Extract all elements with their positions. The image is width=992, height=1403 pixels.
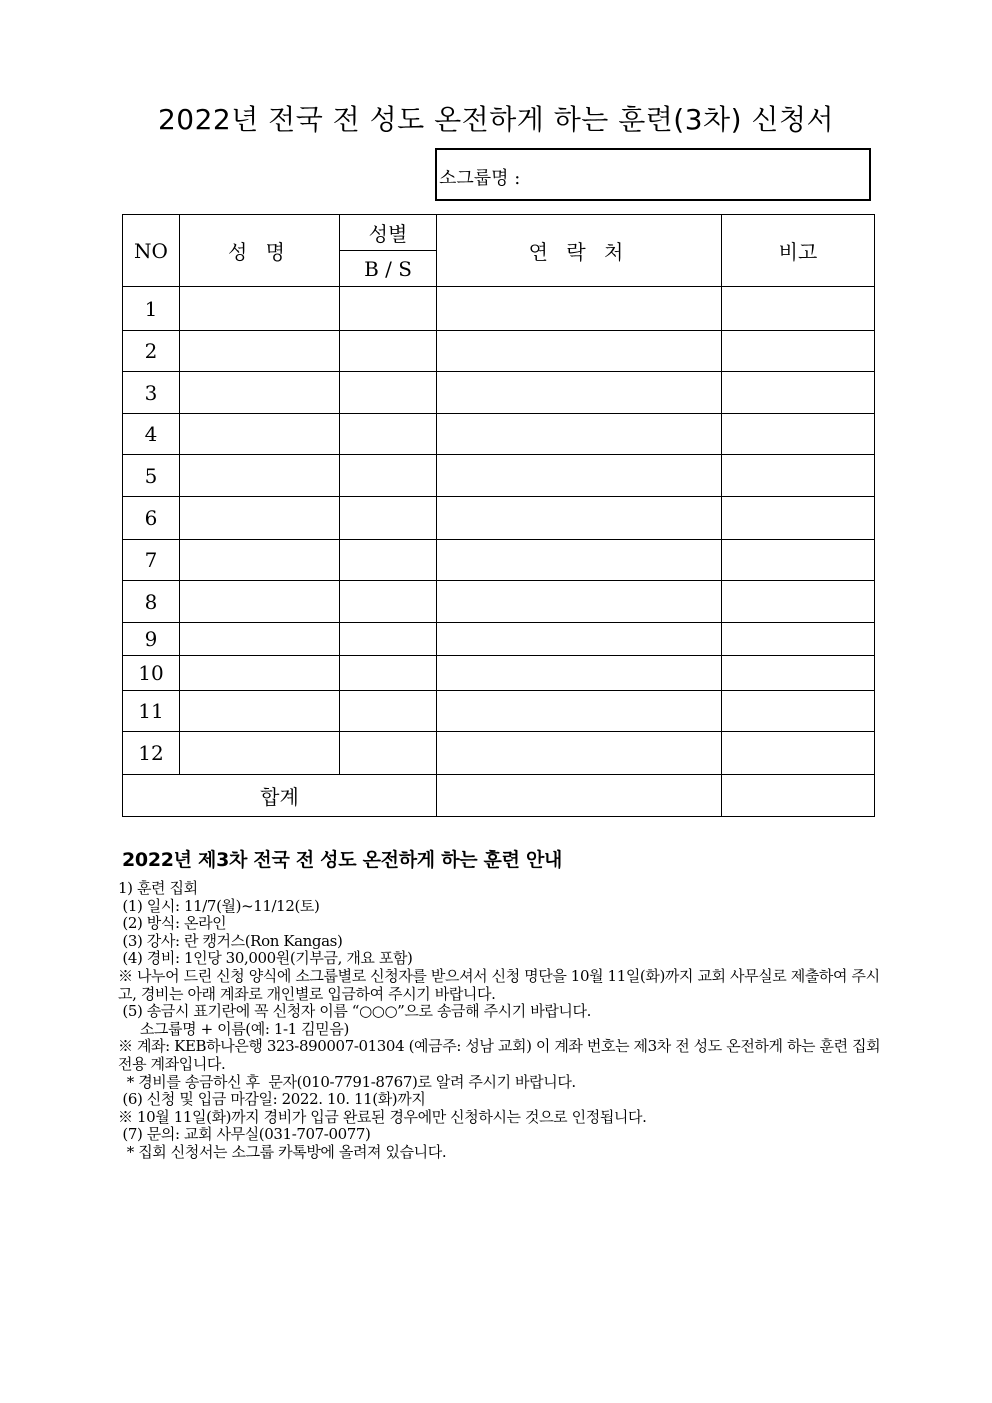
notice-line: ※ 계좌: KEB하나은행 323-890007-01304 (예금주: 성남 교회) 이 계좌 번호는 제3차 전 성도 온전하게 하는 훈련 집회 전용 계좌입니다. [118, 1037, 885, 1073]
notice-line: (7) 문의: 교회 사무실(031-707-0077) [118, 1125, 371, 1144]
notice-line: (5) 송금시 표기란에 꼭 신청자 이름 “○○○”으로 송금해 주시기 바랍니다. [118, 1002, 591, 1021]
name-cell[interactable] [180, 331, 340, 372]
contact-cell[interactable] [437, 455, 722, 497]
row-number: 2 [123, 331, 180, 372]
gender-cell[interactable] [340, 623, 437, 656]
contact-cell[interactable] [437, 656, 722, 691]
row-number: 12 [123, 732, 180, 775]
notice-line: (6) 신청 및 입금 마감일: 2022. 10. 11(화)까지 [118, 1090, 426, 1109]
header-no: NO [123, 215, 180, 287]
row-number: 8 [123, 581, 180, 623]
header-name: 성 명 [180, 215, 340, 287]
gender-cell[interactable] [340, 372, 437, 414]
contact-cell[interactable] [437, 414, 722, 455]
row-number: 7 [123, 540, 180, 581]
notice-body [118, 880, 890, 1162]
note-cell[interactable] [722, 331, 875, 372]
table-row [123, 732, 875, 775]
note-cell[interactable] [722, 540, 875, 581]
gender-cell[interactable] [340, 414, 437, 455]
contact-cell[interactable] [437, 331, 722, 372]
name-cell[interactable] [180, 732, 340, 775]
row-number: 5 [123, 455, 180, 497]
header-gender: 성별 [340, 215, 437, 251]
name-cell[interactable] [180, 497, 340, 540]
name-cell[interactable] [180, 455, 340, 497]
note-cell[interactable] [722, 455, 875, 497]
note-cell[interactable] [722, 623, 875, 656]
note-cell[interactable] [722, 287, 875, 331]
notice-title: 2022년 제3차 전국 전 성도 온전하게 하는 훈련 안내 [122, 849, 563, 871]
notice-line: * 집회 신청서는 소그룹 카톡방에 올려져 있습니다. [118, 1142, 447, 1161]
table-row [123, 623, 875, 656]
notice-line: (3) 강사: 란 캥거스(Ron Kangas) [118, 931, 343, 950]
name-cell[interactable] [180, 656, 340, 691]
table-row [123, 455, 875, 497]
contact-cell[interactable] [437, 732, 722, 775]
notice-line: ※ 나누어 드린 신청 양식에 소그룹별로 신청자를 받으셔서 신청 명단을 10월 11일(화)까지 교회 사무실로 제출하여 주시고, 경비는 아래 계좌로 개인별로 입금하여 주시기 바랍니다. [118, 966, 880, 1003]
table-row [123, 656, 875, 691]
table-row [123, 331, 875, 372]
total-note-cell[interactable] [722, 775, 875, 817]
note-cell[interactable] [722, 732, 875, 775]
name-cell[interactable] [180, 540, 340, 581]
contact-cell[interactable] [437, 623, 722, 656]
application-table [122, 214, 875, 817]
gender-cell[interactable] [340, 732, 437, 775]
table-row [123, 372, 875, 414]
row-number: 4 [123, 414, 180, 455]
gender-cell[interactable] [340, 331, 437, 372]
header-contact: 연 락 처 [437, 215, 722, 287]
name-cell[interactable] [180, 414, 340, 455]
notice-line: ※ 10월 11일(화)까지 경비가 입금 완료된 경우에만 신청하시는 것으로 인정됩니다. [118, 1107, 647, 1126]
group-name-label: 소그룹명 : [439, 168, 521, 189]
group-name-field[interactable] [435, 148, 871, 201]
table-row [123, 691, 875, 732]
gender-cell[interactable] [340, 581, 437, 623]
note-cell[interactable] [722, 497, 875, 540]
note-cell[interactable] [722, 691, 875, 732]
header-note: 비고 [722, 215, 875, 287]
notice-line: (2) 방식: 온라인 [118, 914, 227, 933]
total-label: 합계 [123, 775, 437, 817]
name-cell[interactable] [180, 691, 340, 732]
contact-cell[interactable] [437, 581, 722, 623]
notice-line: (4) 경비: 1인당 30,000원(기부금, 개요 포함) [118, 949, 413, 968]
form-title: 2022년 전국 전 성도 온전하게 하는 훈련(3차) 신청서 [157, 103, 835, 136]
name-cell[interactable] [180, 581, 340, 623]
notice-line: (1) 일시: 11/7(월)~11/12(토) [118, 896, 320, 915]
table-row [123, 540, 875, 581]
notice-line: 1) 훈련 집회 [118, 879, 198, 897]
row-number: 1 [123, 287, 180, 331]
note-cell[interactable] [722, 656, 875, 691]
total-contact-cell[interactable] [437, 775, 722, 817]
table-row [123, 581, 875, 623]
row-number: 9 [123, 623, 180, 656]
note-cell[interactable] [722, 414, 875, 455]
table-row [123, 497, 875, 540]
gender-cell[interactable] [340, 691, 437, 732]
row-number: 10 [123, 656, 180, 691]
name-cell[interactable] [180, 287, 340, 331]
row-number: 11 [123, 691, 180, 732]
contact-cell[interactable] [437, 691, 722, 732]
contact-cell[interactable] [437, 287, 722, 331]
gender-cell[interactable] [340, 455, 437, 497]
total-row [123, 775, 875, 817]
row-number: 3 [123, 372, 180, 414]
gender-cell[interactable] [340, 287, 437, 331]
contact-cell[interactable] [437, 540, 722, 581]
name-cell[interactable] [180, 372, 340, 414]
row-number: 6 [123, 497, 180, 540]
note-cell[interactable] [722, 372, 875, 414]
table-row [123, 287, 875, 331]
note-cell[interactable] [722, 581, 875, 623]
notice-line: * 경비를 송금하신 후 문자(010-7791-8767)로 알려 주시기 바랍니다. [118, 1072, 576, 1091]
gender-cell[interactable] [340, 497, 437, 540]
header-gender-sub: B / S [340, 251, 437, 287]
notice-line: 소그룹명 + 이름(예: 1-1 김믿음) [118, 1019, 349, 1038]
contact-cell[interactable] [437, 372, 722, 414]
table-row [123, 414, 875, 455]
gender-cell[interactable] [340, 656, 437, 691]
name-cell[interactable] [180, 623, 340, 656]
gender-cell[interactable] [340, 540, 437, 581]
contact-cell[interactable] [437, 497, 722, 540]
